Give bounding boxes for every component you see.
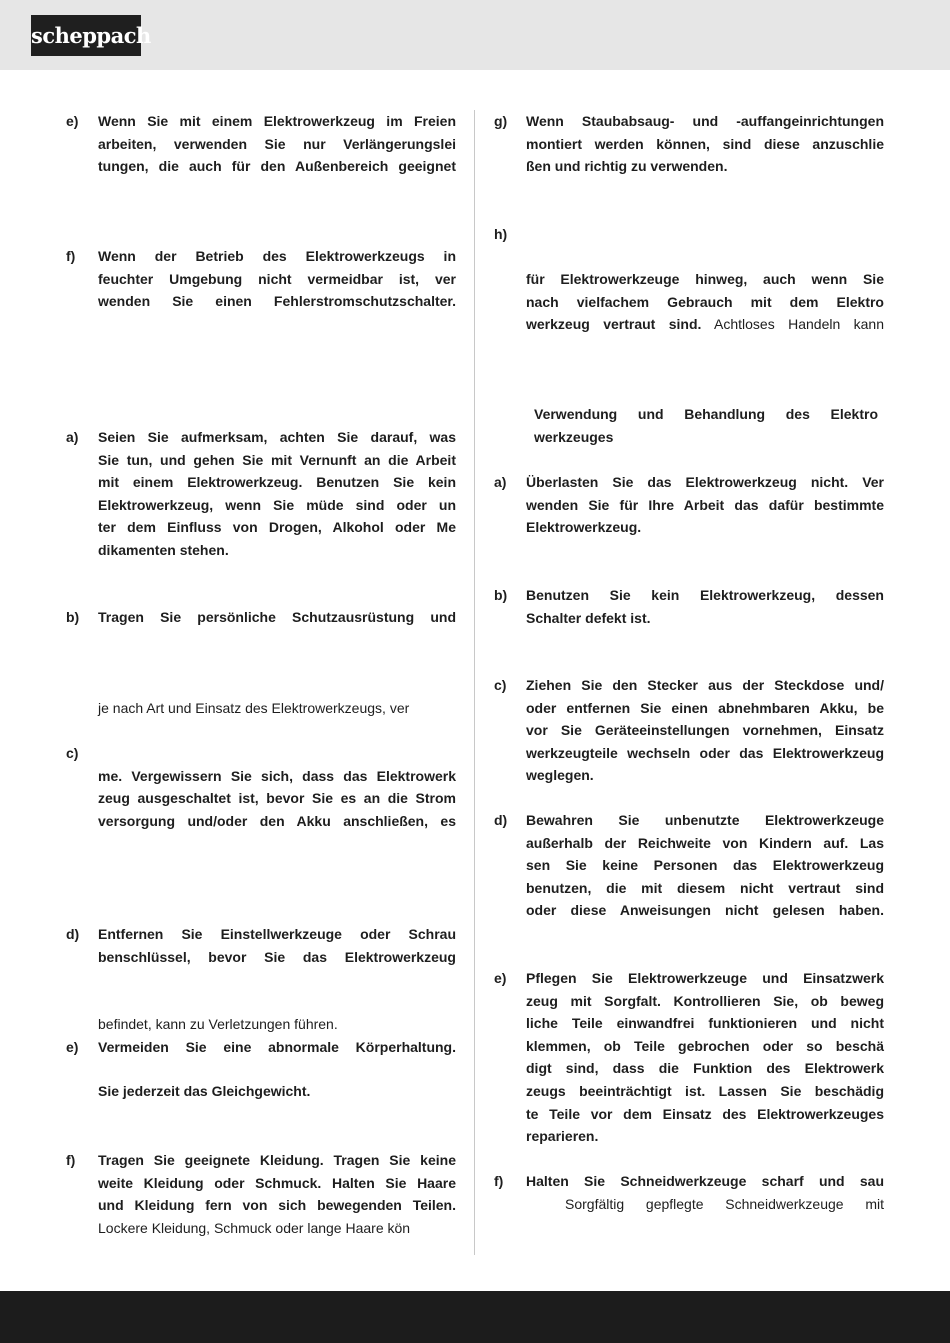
item-text-line: mit einem Elektrowerkzeug. Benutzen Sie kein [98, 474, 456, 491]
item-text-line: Sie jederzeit das Gleichgewicht. [98, 1083, 311, 1099]
item-label: g) [494, 113, 508, 129]
item-text-line: Elektrowerkzeug. [526, 519, 642, 536]
section-heading-line: werkzeuges [534, 428, 614, 445]
item-continuation-text: Lockere Kleidung, Schmuck oder lange Haare kön [98, 1219, 411, 1236]
item-text-line: montiert werden können, sind diese anzuschlie [526, 135, 884, 152]
item-text-line: wenden Sie für Ihre Arbeit das dafür bestimmte [526, 496, 884, 513]
item-text-line: arbeiten, verwenden Sie nur Verlängerungslei [98, 135, 456, 152]
item-text-line: me. Vergewissern Sie sich, dass das Elektrowerk [98, 767, 456, 784]
item-label: f) [66, 248, 76, 264]
page-header [0, 0, 950, 70]
item-label: h) [494, 226, 508, 242]
item-continuation-text: befindet, kann zu Verletzungen führen. [98, 1016, 338, 1032]
item-label: e) [66, 1039, 79, 1055]
item-text-line: zeug ausgeschaltet ist, bevor Sie es an die Strom [98, 790, 456, 807]
item-text-line: digt sind, dass die Funktion des Elektrowerk [526, 1060, 884, 1077]
item-text-line: wenden Sie einen Fehlerstromschutzschalter. [98, 293, 456, 310]
item-text-line: zeug mit Sorgfalt. Kontrollieren Sie, ob beweg [526, 992, 884, 1009]
item-text-line: weite Kleidung oder Schmuck. Halten Sie Haare [98, 1174, 456, 1191]
item-label: e) [66, 113, 79, 129]
item-text-line: vor Sie Geräteeinstellungen vornehmen, Einsatz [526, 722, 884, 739]
item-text-line: sen Sie keine Personen das Elektrowerkzeug [526, 857, 884, 874]
column-divider [474, 110, 475, 1255]
item-text-line: tungen, die auch für den Außenbereich geeignet [98, 158, 456, 175]
item-continuation-text: Sorgfältig gepflegte Schneidwerkzeuge mit [565, 1195, 884, 1212]
item-text-line: feuchter Umgebung nicht vermeidbar ist, ver [98, 270, 456, 287]
item-text-line: Überlasten Sie das Elektrowerkzeug nicht. Ver [526, 474, 884, 490]
item-label: e) [494, 970, 507, 986]
brand-logo: scheppach [31, 15, 141, 56]
item-text-line: zeugs beeinträchtigt ist. Lassen Sie beschädig [526, 1083, 884, 1099]
item-text-line: Benutzen Sie kein Elektrowerkzeug, dessen [526, 587, 884, 603]
item-text-line: ter dem Einfluss von Drogen, Alkohol oder Me [98, 519, 456, 536]
item-text-line: nach vielfachem Gebrauch mit dem Elektro [526, 293, 884, 310]
section-heading-line: Verwendung und Behandlung des Elektro [534, 406, 878, 422]
item-text-line: oder entfernen Sie einen abnehmbaren Akku, be [526, 699, 884, 716]
item-text-line [526, 313, 884, 336]
item-text-line: Halten Sie Schneidwerkzeuge scharf und sau [526, 1173, 884, 1189]
item-text-line: Entfernen Sie Einstellwerkzeuge oder Schrau [98, 926, 456, 942]
item-text-line: Elektrowerkzeug, wenn Sie müde sind oder un [98, 496, 456, 513]
item-text-line: Bewahren Sie unbenutzte Elektrowerkzeuge [526, 812, 884, 828]
item-text-line: te Teile vor dem Einsatz des Elektrowerkzeuges [526, 1105, 884, 1122]
item-text-line: liche Teile einwandfrei funktionieren und nicht [526, 1015, 884, 1032]
item-text-line: versorgung und/oder den Akku anschließen, es [98, 812, 456, 829]
item-label: d) [66, 926, 80, 942]
item-label: f) [494, 1173, 504, 1189]
item-text-line: werkzeugteile wechseln oder das Elektrowerkzeug [526, 744, 884, 761]
item-label: d) [494, 812, 508, 828]
item-text-line: Wenn Sie mit einem Elektrowerkzeug im Freien [98, 113, 456, 129]
item-text-line: ßen und richtig zu verwenden. [526, 158, 728, 175]
item-text-line: benschlüssel, bevor Sie das Elektrowerkzeug [98, 948, 456, 965]
item-label: c) [66, 745, 79, 761]
item-continuation-text: je nach Art und Einsatz des Elektrowerkzeugs, ver [98, 700, 410, 716]
item-text-line: und Kleidung fern von sich bewegenden Teilen. [98, 1197, 456, 1214]
item-text-line: außerhalb der Reichweite von Kindern auf. Las [526, 834, 884, 851]
item-label: b) [494, 587, 508, 603]
item-text-line: weglegen. [526, 767, 594, 784]
item-text-line: reparieren. [526, 1128, 599, 1145]
item-text-line: Schalter defekt ist. [526, 609, 651, 626]
item-text-line: Wenn Staubabsaug- und -auffangeinrichtungen [526, 113, 884, 129]
item-text-line: Vermeiden Sie eine abnormale Körperhaltung. [98, 1039, 456, 1055]
item-text-line: Seien Sie aufmerksam, achten Sie darauf, was [98, 429, 456, 445]
item-text-line: Pflegen Sie Elektrowerkzeuge und Einsatzwerk [526, 970, 884, 986]
item-label: a) [494, 474, 507, 490]
item-label: b) [66, 609, 80, 625]
item-text-line: Tragen Sie geeignete Kleidung. Tragen Sie keine [98, 1152, 456, 1168]
item-label: a) [66, 429, 79, 445]
item-text-line: benutzen, die mit diesem nicht vertraut sind [526, 879, 884, 896]
page-footer [0, 1291, 950, 1343]
item-text-line: oder diese Anweisungen nicht gelesen haben. [526, 902, 884, 919]
item-text-line: Tragen Sie persönliche Schutzausrüstung und [98, 609, 456, 625]
item-text-normal: Achtloses Handeln kann [701, 316, 884, 333]
item-label: f) [66, 1152, 76, 1168]
item-text-line: für Elektrowerkzeuge hinweg, auch wenn Sie [526, 271, 884, 287]
item-label: c) [494, 677, 507, 693]
item-text-line: Wenn der Betrieb des Elektrowerkzeugs in [98, 248, 456, 264]
item-text-line: Ziehen Sie den Stecker aus der Steckdose und/ [526, 677, 884, 693]
item-text-bold: werkzeug vertraut sind. [526, 316, 702, 333]
item-text-line: Sie tun, und gehen Sie mit Vernunft an die Arbeit [98, 451, 456, 468]
item-text-line: dikamenten stehen. [98, 542, 229, 558]
item-text-line: klemmen, ob Teile gebrochen oder so beschä [526, 1037, 884, 1054]
